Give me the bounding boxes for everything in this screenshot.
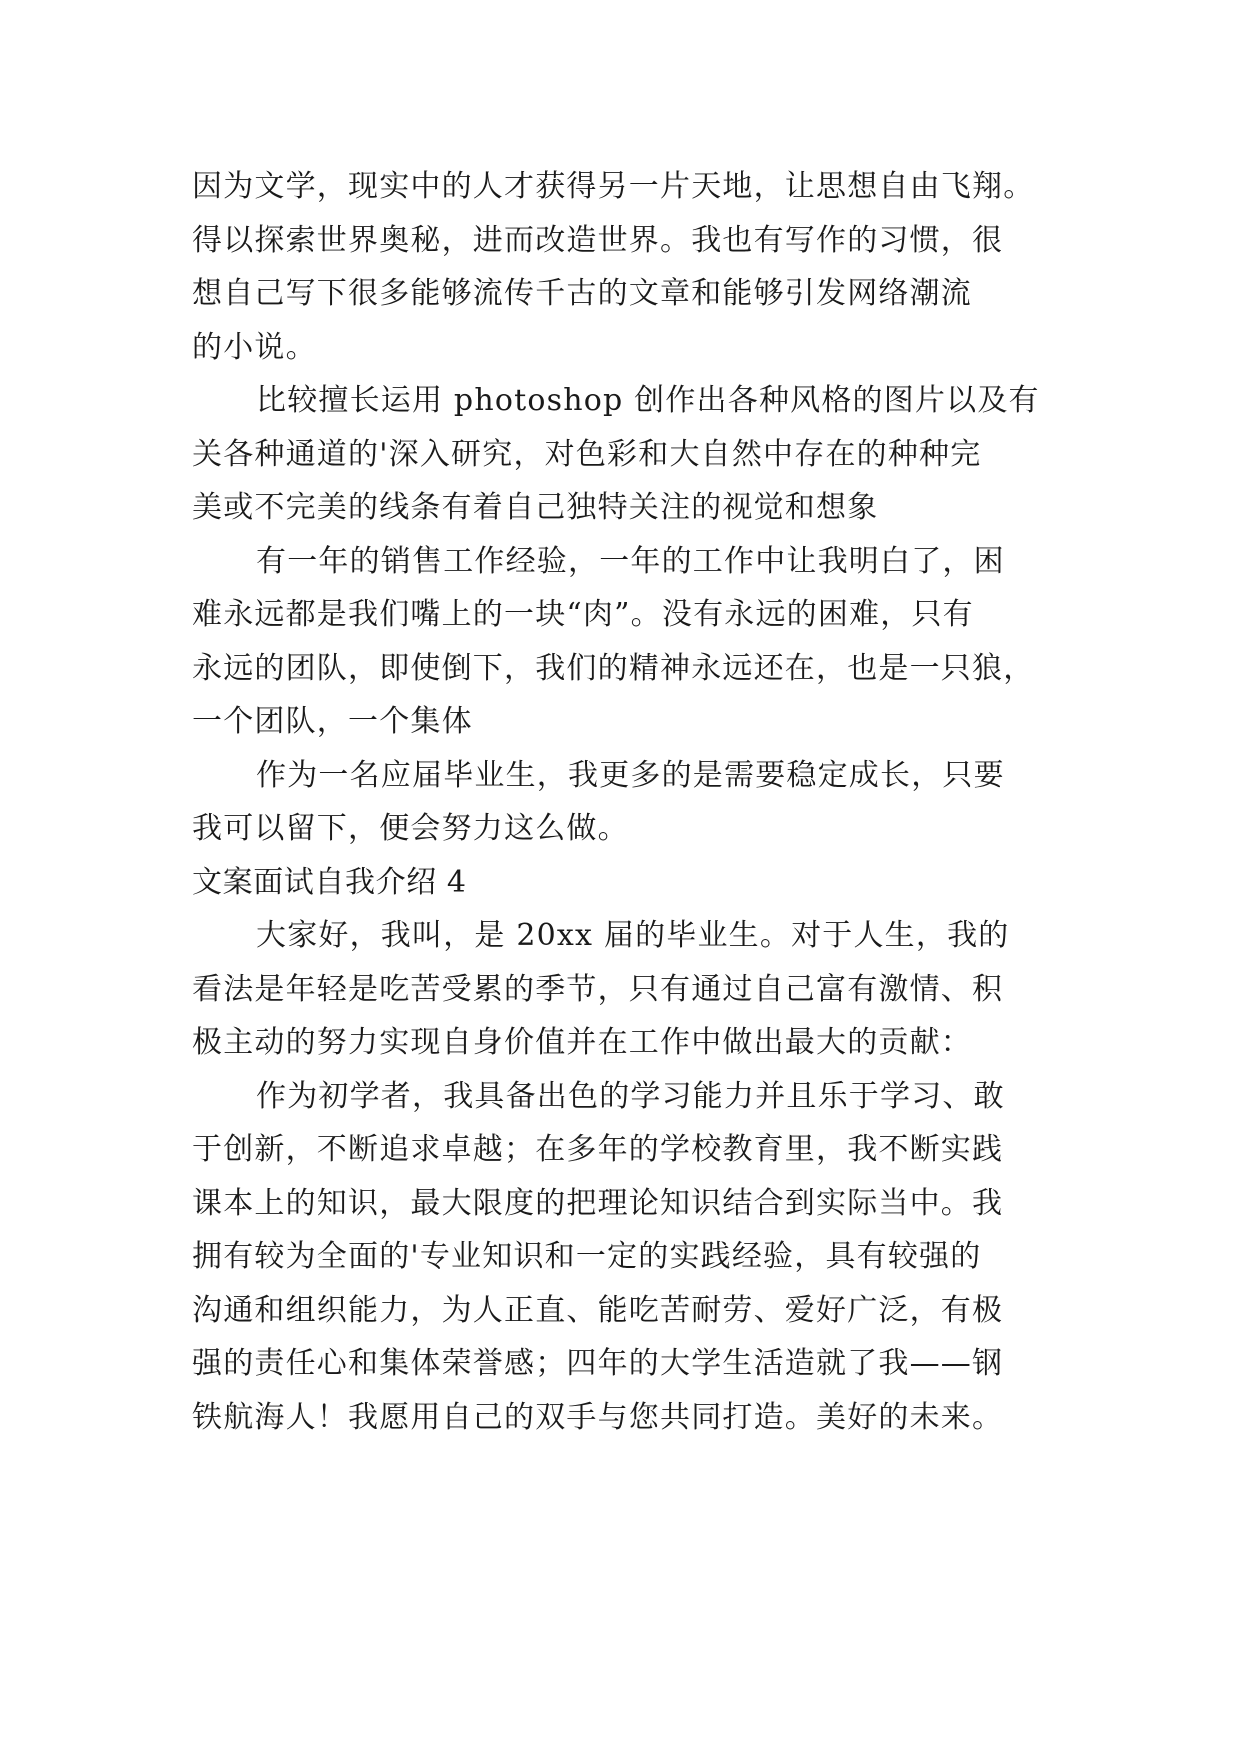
text-line: 永远的团队，即使倒下，我们的精神永远还在，也是一只狼，: [192, 650, 1035, 686]
text-line: 我可以留下，便会努力这么做。: [192, 811, 629, 846]
paragraph-first-line: 作为一名应届毕业生，我更多的是需要稳定成长，只要: [256, 757, 1005, 793]
text-line: 看法是年轻是吃苦受累的季节，只有通过自己富有激情、积: [192, 971, 1004, 1007]
text-line: 沟通和组织能力，为人正直、能吃苦耐劳、爱好广泛，有极: [192, 1292, 1004, 1328]
text-line: 因为文学，现实中的人才获得另一片天地，让思想自由飞翔。: [192, 169, 1035, 204]
text-line: 一个团队，一个集体: [192, 704, 473, 739]
text-line: 想自己写下很多能够流传千古的文章和能够引发网络潮流: [192, 276, 972, 311]
text-line: 得以探索世界奥秘，进而改造世界。我也有写作的习惯，很: [192, 222, 1004, 258]
section-heading: 文案面试自我介绍 4: [192, 864, 467, 900]
text-line: 铁航海人！我愿用自己的双手与您共同打造。美好的未来。: [192, 1399, 1004, 1435]
text-line: 课本上的知识，最大限度的把理论知识结合到实际当中。我: [192, 1185, 1004, 1221]
text-line: 强的责任心和集体荣誉感；四年的大学生活造就了我——钢: [192, 1346, 1004, 1381]
paragraph-first-line: 比较擅长运用 photoshop 创作出各种风格的图片以及有: [256, 383, 1040, 418]
text-line: 于创新，不断追求卓越；在多年的学校教育里，我不断实践: [192, 1132, 1004, 1167]
paragraph-first-line: 大家好，我叫，是 20xx 届的毕业生。对于人生，我的: [256, 918, 1010, 953]
text-line: 关各种通道的'深入研究，对色彩和大自然中存在的种种完: [192, 436, 982, 472]
paragraph-first-line: 作为初学者，我具备出色的学习能力并且乐于学习、敢: [256, 1078, 1005, 1114]
document-body: [192, 160, 1072, 1444]
text-line: 难永远都是我们嘴上的一块“肉”。没有永远的困难，只有: [192, 597, 974, 632]
text-line: 拥有较为全面的'专业知识和一定的实践经验，具有较强的: [192, 1239, 982, 1274]
text-line: 极主动的努力实现自身价值并在工作中做出最大的贡献：: [192, 1025, 972, 1060]
paragraph-first-line: 有一年的销售工作经验，一年的工作中让我明白了，困: [256, 543, 1005, 579]
text-line: 美或不完美的线条有着自己独特关注的视觉和想象: [192, 490, 879, 525]
text-line: 的小说。: [192, 329, 317, 365]
